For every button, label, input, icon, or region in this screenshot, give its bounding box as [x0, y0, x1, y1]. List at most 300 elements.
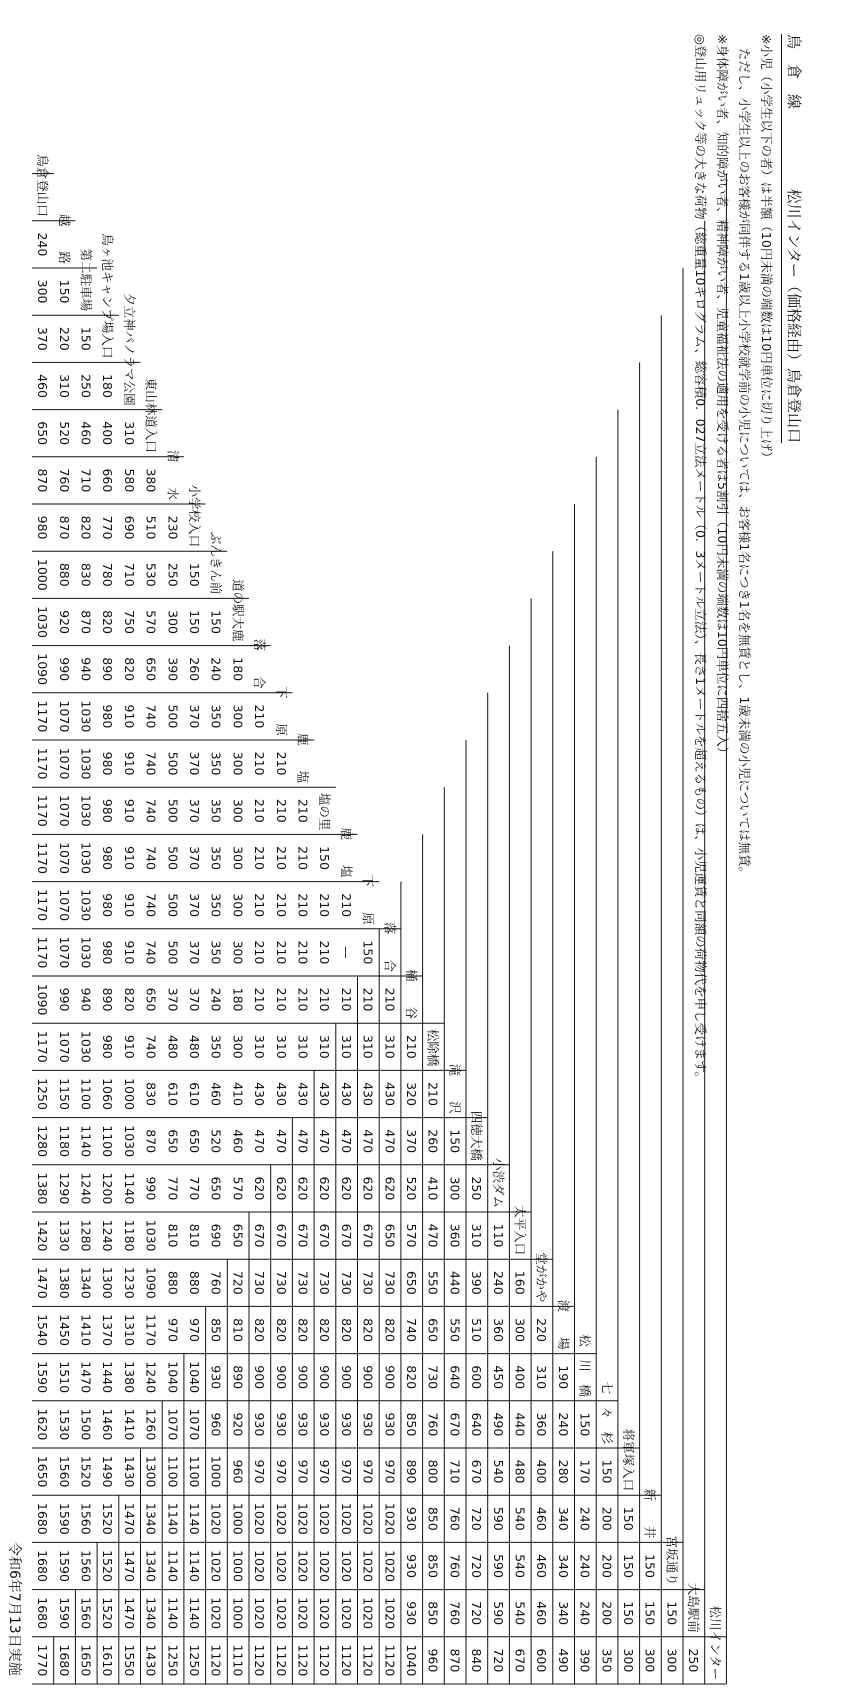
fare-cell: 740 — [143, 846, 159, 870]
fare-cell: 870 — [35, 468, 51, 493]
fare-cell: 640 — [469, 1412, 485, 1437]
fare-cell: 610 — [165, 1082, 181, 1106]
fare-cell: 1020 — [338, 1550, 354, 1582]
fare-cell: 1170 — [35, 794, 51, 827]
fare-cell: 930 — [403, 1554, 419, 1578]
fare-cell: 470 — [338, 1129, 354, 1154]
fare-cell: 1120 — [208, 1644, 224, 1677]
fare-cell: 370 — [403, 1129, 419, 1154]
fare-cell: 1030 — [78, 794, 94, 827]
fare-cell: 870 — [56, 515, 72, 540]
fare-cell: 240 — [208, 657, 224, 682]
stop-label: 太平入口 — [512, 1205, 528, 1256]
fare-cell: 1300 — [143, 1455, 159, 1488]
fare-cell: 210 — [273, 893, 289, 918]
fare-cell: 250 — [165, 562, 181, 587]
fare-cell: 740 — [143, 704, 159, 729]
fare-cell: 1140 — [78, 1125, 94, 1158]
fare-cell: 620 — [273, 1176, 289, 1201]
stop-label: 松除橋 — [425, 1028, 441, 1067]
fare-cell: 150 — [186, 562, 202, 587]
fare-cell: 930 — [208, 1365, 224, 1390]
fare-cell: 310 — [295, 1034, 311, 1059]
fare-cell: 880 — [165, 1270, 181, 1295]
fare-cell: 910 — [121, 893, 137, 918]
fare-cell: 1280 — [35, 1125, 51, 1158]
fare-cell: 750 — [121, 610, 137, 634]
fare-cell: 300 — [447, 1176, 463, 1201]
fare-cell: 470 — [425, 1223, 441, 1248]
fare-cell: 930 — [360, 1412, 376, 1437]
fare-cell: 730 — [273, 1270, 289, 1295]
fare-cell: 300 — [165, 610, 181, 634]
fare-cell: 810 — [165, 1223, 181, 1248]
fare-cell: 1470 — [78, 1361, 94, 1394]
fare-cell: 1100 — [165, 1455, 181, 1488]
fare-cell: 220 — [56, 326, 72, 351]
fare-cell: 1620 — [35, 1408, 51, 1441]
fare-cell: 850 — [403, 1412, 419, 1437]
fare-cell: 1070 — [56, 794, 72, 827]
fare-cell: 410 — [425, 1176, 441, 1201]
fare-cell: 930 — [252, 1412, 268, 1437]
fare-cell: 900 — [338, 1365, 354, 1390]
stop-label: 小渋ダム — [490, 1157, 506, 1208]
stop-label: 下 原 — [360, 874, 376, 925]
fare-cell: 990 — [143, 1176, 159, 1201]
fare-cell: 1070 — [56, 889, 72, 922]
line-name: 鳥 倉 線 — [785, 34, 803, 110]
fare-cell: 650 — [143, 657, 159, 682]
fare-cell: 210 — [295, 798, 311, 823]
fare-cell: 370 — [186, 987, 202, 1012]
fare-cell: 830 — [143, 1082, 159, 1106]
fare-cell: 1030 — [121, 1125, 137, 1158]
fare-cell: 1120 — [360, 1644, 376, 1677]
fare-cell: 1020 — [382, 1550, 398, 1582]
note-child-fare: ※小児（小学生以下の者）は半額（10円未満の端数は10円単位に切り上げ） — [759, 34, 774, 464]
fare-cell: 250 — [78, 374, 94, 398]
fare-cell: 1090 — [35, 653, 51, 686]
fare-cell: 540 — [512, 1554, 528, 1578]
fare-cell: 1470 — [35, 1266, 51, 1299]
fare-cell: 600 — [469, 1365, 485, 1390]
fare-cell: 1450 — [56, 1314, 72, 1346]
fare-cell: 1070 — [165, 1408, 181, 1441]
fare-cell: 470 — [360, 1129, 376, 1154]
fare-cell: 820 — [360, 1318, 376, 1342]
fare-cell: 370 — [186, 751, 202, 776]
fare-cell: 980 — [100, 751, 116, 776]
fare-cell: 1470 — [121, 1550, 137, 1582]
stop-label: 桶 谷 — [403, 969, 419, 1020]
fare-cell: 1000 — [230, 1597, 246, 1630]
fare-cell: 300 — [620, 1648, 636, 1673]
fare-cell: 730 — [360, 1270, 376, 1295]
fare-cell: 570 — [230, 1176, 246, 1201]
fare-cell: 460 — [534, 1554, 550, 1578]
fare-cell: 200 — [599, 1506, 615, 1531]
fare-cell: 490 — [490, 1412, 506, 1437]
fare-cell: 1140 — [165, 1502, 181, 1535]
fare-cell: 400 — [100, 421, 116, 446]
fare-cell: 1020 — [360, 1502, 376, 1535]
fare-cell: 1530 — [56, 1408, 72, 1441]
stop-label: 鳥倉登山口 — [35, 154, 51, 217]
fare-cell: 1140 — [165, 1597, 181, 1630]
fare-cell: 450 — [490, 1365, 506, 1390]
fare-cell: 1170 — [143, 1314, 159, 1346]
fare-cell: 1100 — [186, 1455, 202, 1488]
note-disability-discount: ※身体障がい者、知的障がい者、精神障がい者、児童福祉法の適用を受ける者は5割引（10円未満の端数は10円単位に四捨五入） — [715, 34, 730, 760]
fare-cell: 890 — [230, 1365, 246, 1390]
fare-cell: 210 — [273, 751, 289, 776]
fare-cell: 650 — [35, 421, 51, 446]
fare-cell: 780 — [100, 562, 116, 587]
fare-cell: 1650 — [35, 1455, 51, 1488]
fare-cell: 1680 — [35, 1550, 51, 1582]
fare-cell: 1070 — [56, 747, 72, 780]
fare-cell: 900 — [295, 1365, 311, 1390]
fare-cell: 1020 — [360, 1550, 376, 1582]
fare-cell: 320 — [403, 1082, 419, 1106]
fare-cell: 1520 — [100, 1550, 116, 1582]
fare-cell: 1140 — [121, 1172, 137, 1205]
fare-cell: 1520 — [100, 1502, 116, 1535]
stop-label: 大島駅前 — [686, 1582, 702, 1633]
fare-cell: 810 — [186, 1223, 202, 1248]
fare-cell: 350 — [208, 798, 224, 823]
fare-cell: 820 — [403, 1365, 419, 1390]
stop-label: 第二駐車場 — [78, 248, 94, 312]
fare-cell: 820 — [121, 657, 137, 682]
fare-cell: 370 — [165, 987, 181, 1012]
fare-cell: 650 — [403, 1270, 419, 1295]
fare-cell: 1290 — [56, 1172, 72, 1205]
fare-cell: 480 — [186, 1034, 202, 1059]
fare-cell: 930 — [403, 1506, 419, 1531]
fare-cell: 350 — [208, 1034, 224, 1059]
fare-cell: 1250 — [35, 1078, 51, 1110]
fare-cell: 430 — [252, 1082, 268, 1106]
fare-cell: 570 — [403, 1223, 419, 1248]
fare-cell: 990 — [56, 657, 72, 682]
fare-cell: 150 — [620, 1554, 636, 1578]
fare-cell: 1470 — [121, 1597, 137, 1630]
fare-cell: 1020 — [295, 1550, 311, 1582]
fare-cell: 150 — [642, 1554, 658, 1578]
fare-cell: 570 — [143, 610, 159, 634]
fare-cell: 340 — [555, 1554, 571, 1578]
fare-cell: 890 — [403, 1459, 419, 1484]
fare-cell: 440 — [512, 1412, 528, 1437]
fare-cell: 1020 — [208, 1550, 224, 1582]
fare-cell: 1140 — [186, 1597, 202, 1630]
fare-cell: 520 — [208, 1129, 224, 1154]
fare-cell: 970 — [165, 1318, 181, 1342]
fare-cell: 310 — [338, 1034, 354, 1059]
fare-cell: 980 — [100, 704, 116, 729]
stop-label: 松 川 橋 — [577, 1334, 593, 1397]
fare-cell: 720 — [469, 1554, 485, 1578]
fare-cell: 650 — [230, 1223, 246, 1248]
effective-date: 令和6年7月13日実施 — [6, 1542, 22, 1676]
fare-cell: 260 — [425, 1129, 441, 1154]
stop-label: 滝 沢 — [447, 1063, 463, 1114]
fare-cell: 1340 — [78, 1266, 94, 1299]
fare-cell: 1590 — [35, 1361, 51, 1394]
fare-cell: 350 — [208, 940, 224, 965]
fare-cell: 730 — [317, 1270, 333, 1295]
fare-cell: 210 — [338, 893, 354, 918]
fare-cell: 1020 — [252, 1550, 268, 1582]
fare-cell: 1120 — [273, 1644, 289, 1677]
fare-cell: 670 — [447, 1412, 463, 1437]
fare-cell: 240 — [490, 1270, 506, 1295]
fare-cell: 210 — [295, 893, 311, 918]
fare-cell: 210 — [252, 893, 268, 918]
fare-cell: 1020 — [252, 1597, 268, 1630]
fare-cell: 310 — [252, 1034, 268, 1059]
fare-cell: 460 — [534, 1601, 550, 1626]
fare-cell: 460 — [208, 1082, 224, 1106]
fare-cell: 820 — [317, 1318, 333, 1342]
fare-cell: 760 — [425, 1412, 441, 1437]
stop-label: 宮坂通り — [664, 1535, 680, 1586]
fare-cell: 200 — [599, 1601, 615, 1626]
fare-cell: 210 — [295, 987, 311, 1012]
fare-cell: 110 — [490, 1223, 506, 1248]
fare-cell: 650 — [382, 1223, 398, 1248]
fare-cell: 970 — [295, 1459, 311, 1484]
fare-cell: 600 — [534, 1648, 550, 1673]
fare-cell: 970 — [338, 1459, 354, 1484]
fare-cell: 1650 — [78, 1644, 94, 1677]
fare-cell: 210 — [252, 940, 268, 965]
fare-cell: 1020 — [208, 1597, 224, 1630]
fare-cell: 1030 — [78, 747, 94, 780]
fare-cell: 820 — [252, 1318, 268, 1342]
fare-cell: 1240 — [100, 1219, 116, 1252]
fare-cell: 1380 — [56, 1266, 72, 1299]
fare-cell: 150 — [664, 1601, 680, 1626]
fare-cell: 920 — [56, 610, 72, 634]
stop-label: 渡 場 — [555, 1299, 571, 1350]
fare-cell: 1280 — [78, 1219, 94, 1252]
fare-cell: 1120 — [338, 1644, 354, 1677]
fare-cell: 210 — [273, 798, 289, 823]
fare-cell: 350 — [208, 704, 224, 729]
fare-cell: 210 — [382, 987, 398, 1012]
stop-label: 鹿 塩 — [295, 733, 311, 784]
fare-cell: 1090 — [35, 983, 51, 1016]
stop-label: 落 合 — [382, 921, 398, 972]
fare-cell: 400 — [512, 1365, 528, 1390]
fare-cell: 660 — [100, 468, 116, 493]
fare-cell: 1110 — [230, 1644, 246, 1677]
fare-cell: 970 — [382, 1459, 398, 1484]
fare-cell: 770 — [100, 515, 116, 540]
fare-cell: 500 — [165, 751, 181, 776]
fare-cell: 870 — [143, 1129, 159, 1154]
fare-cell: 470 — [273, 1129, 289, 1154]
fare-cell: 650 — [143, 987, 159, 1012]
fare-cell: 970 — [186, 1318, 202, 1342]
fare-cell: 970 — [317, 1459, 333, 1484]
fare-cell: 170 — [577, 1459, 593, 1484]
fare-cell: 760 — [208, 1270, 224, 1295]
fare-cell: 1020 — [295, 1502, 311, 1535]
fare-cell: 430 — [360, 1082, 376, 1106]
fare-cell: 340 — [555, 1506, 571, 1531]
fare-cell: 390 — [469, 1270, 485, 1295]
fare-cell: — — [338, 946, 354, 959]
fare-cell: 910 — [121, 846, 137, 870]
fare-cell: 440 — [447, 1270, 463, 1295]
note-luggage-fee: ◎登山用リュック等の大きな荷物（総重量10キログラム、総容積0．027立法メートル（0．3メートル立法）、長さ1メートルを超えるもの）は、小児運賃と同額の荷物代を申し受けます。 — [693, 34, 708, 1085]
fare-cell: 740 — [143, 798, 159, 823]
fare-cell: 370 — [35, 326, 51, 351]
fare-cell: 900 — [252, 1365, 268, 1390]
fare-cell: 670 — [295, 1223, 311, 1248]
fare-cell: 1550 — [121, 1644, 137, 1677]
fare-cell: 370 — [186, 798, 202, 823]
fare-cell: 400 — [534, 1459, 550, 1484]
fare-cell: 180 — [230, 657, 246, 682]
fare-cell: 970 — [252, 1459, 268, 1484]
fare-cell: 1180 — [56, 1125, 72, 1158]
fare-cell: 380 — [143, 468, 159, 493]
fare-cell: 210 — [403, 1034, 419, 1059]
stop-label: 清 水 — [165, 449, 181, 500]
fare-cell: 820 — [338, 1318, 354, 1342]
fare-cell: 670 — [338, 1223, 354, 1248]
fare-cell: 1020 — [208, 1502, 224, 1535]
fare-cell: 1470 — [121, 1502, 137, 1535]
fare-cell: 210 — [252, 846, 268, 870]
fare-cell: 210 — [317, 987, 333, 1012]
fare-cell: 1020 — [317, 1550, 333, 1582]
fare-cell: 1170 — [35, 747, 51, 780]
fare-cell: 230 — [165, 515, 181, 540]
fare-cell: 970 — [273, 1459, 289, 1484]
fare-cell: 1590 — [56, 1597, 72, 1630]
fare-cell: 1170 — [35, 1030, 51, 1063]
fare-cell: 210 — [252, 798, 268, 823]
fare-cell: 1680 — [35, 1502, 51, 1535]
fare-cell: 1020 — [273, 1502, 289, 1535]
fare-cell: 180 — [100, 374, 116, 398]
fare-cell: 1490 — [100, 1455, 116, 1488]
fare-cell: 470 — [317, 1129, 333, 1154]
fare-cell: 150 — [620, 1601, 636, 1626]
fare-cell: 930 — [338, 1412, 354, 1437]
fare-cell: 610 — [186, 1082, 202, 1106]
fare-cell: 210 — [252, 987, 268, 1012]
fare-cell: 1610 — [100, 1644, 116, 1677]
fare-cell: 240 — [208, 987, 224, 1012]
fare-cell: 350 — [599, 1648, 615, 1673]
fare-cell: 770 — [186, 1176, 202, 1201]
fare-cell: 350 — [208, 751, 224, 776]
fare-cell: 210 — [317, 893, 333, 918]
fare-cell: 1240 — [143, 1361, 159, 1394]
fare-cell: 240 — [577, 1601, 593, 1626]
fare-cell: 490 — [555, 1648, 571, 1673]
fare-cell: 1300 — [100, 1266, 116, 1299]
stop-label: 越 路 — [56, 213, 72, 264]
fare-cell: 150 — [642, 1601, 658, 1626]
fare-cell: 310 — [534, 1365, 550, 1390]
fare-cell: 890 — [100, 657, 116, 682]
fare-cell: 930 — [317, 1412, 333, 1437]
fare-cell: 210 — [317, 940, 333, 965]
fare-cell: 960 — [230, 1459, 246, 1484]
fare-cell: 370 — [186, 940, 202, 965]
fare-cell: 740 — [143, 893, 159, 918]
fare-cell: 1230 — [121, 1266, 137, 1299]
fare-cell: 1020 — [338, 1502, 354, 1535]
fare-cell: 480 — [165, 1034, 181, 1059]
fare-cell: 550 — [425, 1270, 441, 1295]
fare-cell: 150 — [620, 1506, 636, 1531]
fare-cell: 870 — [78, 610, 94, 634]
fare-cell: 720 — [469, 1601, 485, 1626]
fare-cell: 1020 — [295, 1597, 311, 1630]
fare-cell: 1510 — [56, 1361, 72, 1394]
fare-cell: 1020 — [317, 1502, 333, 1535]
fare-cell: 150 — [577, 1412, 593, 1437]
fare-cell: 210 — [252, 704, 268, 729]
fare-cell: 840 — [469, 1648, 485, 1673]
fare-cell: 990 — [56, 987, 72, 1012]
fare-cell: 930 — [273, 1412, 289, 1437]
fare-cell: 960 — [425, 1648, 441, 1673]
fare-cell: 1000 — [35, 558, 51, 591]
fare-cell: 370 — [186, 893, 202, 918]
fare-cell: 1100 — [78, 1078, 94, 1110]
fare-cell: 1170 — [35, 936, 51, 969]
fare-cell: 470 — [382, 1129, 398, 1154]
fare-cell: 820 — [100, 610, 116, 634]
fare-cell: 1560 — [78, 1550, 94, 1582]
fare-cell: 250 — [686, 1648, 702, 1673]
fare-cell: 350 — [208, 846, 224, 870]
fare-cell: 310 — [121, 421, 137, 446]
fare-cell: 1030 — [143, 1219, 159, 1252]
fare-cell: 740 — [143, 1034, 159, 1059]
fare-cell: 670 — [512, 1648, 528, 1673]
fare-cell: 500 — [165, 940, 181, 965]
fare-cell: 210 — [425, 1082, 441, 1106]
fare-cell: 670 — [360, 1223, 376, 1248]
fare-cell: 1170 — [35, 842, 51, 874]
fare-cell: 340 — [555, 1601, 571, 1626]
stop-label: 落 合 — [252, 638, 268, 689]
stop-label: 堂がかや — [534, 1252, 550, 1303]
fare-cell: 1410 — [78, 1314, 94, 1346]
stop-label: 将軍塚入口 — [620, 1428, 636, 1492]
stop-label: 夕立神パノラマ公園 — [121, 293, 137, 406]
fare-cell: 150 — [447, 1129, 463, 1154]
fare-cell: 1030 — [78, 889, 94, 922]
fare-cell: 460 — [78, 421, 94, 446]
stop-label: 新 井 — [642, 1488, 658, 1539]
fare-cell: 710 — [121, 562, 137, 587]
fare-cell: 980 — [100, 798, 116, 823]
fare-cell: 390 — [165, 657, 181, 682]
fare-cell: 940 — [78, 657, 94, 682]
